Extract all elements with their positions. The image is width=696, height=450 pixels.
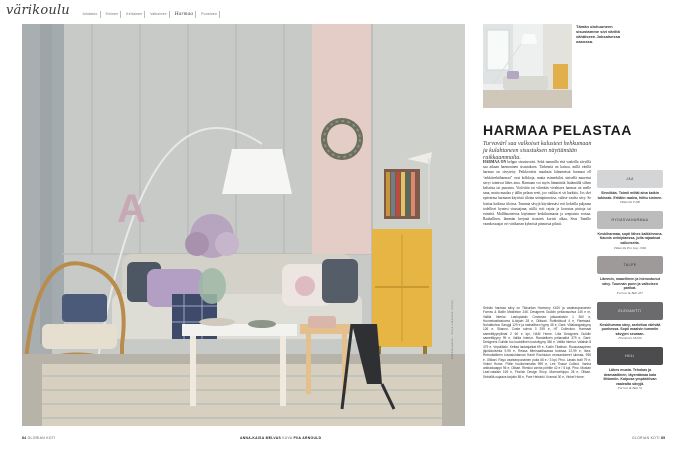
swatch-block	[597, 347, 663, 391]
color-swatch: RYDÄSVAHARMAA	[597, 211, 663, 229]
footer-right	[632, 436, 665, 440]
swatch-block	[597, 302, 663, 341]
article-subhead: Turvavärî saa valkoiset kalusteet hehkumaan ja kulahtaneen sisustuksen näyttämään raikkaammalta.	[483, 141, 592, 161]
article-body	[483, 160, 591, 228]
living-room-photo	[22, 24, 465, 426]
article-body-text: helppo sisustusväri. Sekä tummilla että vaaleilla sävyillä saa aikaan harmoninen sisustuksen. Tärkeintä on katsoa, millä värillä harmaa on sävytetty. Peikkoväräs maalasta lalmenetsat harmaat ell “arkkiteehtiharmaa” ovat kolkkoja, mutta esimerkiksi sinisellä murretut sävyt toimivat lähes aina. Harmaan voi myös lämmittää lisäämällä siihen keltaista tai punaista. Violettiin tai vihreään vivahtava harmaa on melle sana, mutta maalaa y tällin pelaan seeit, joo vaikka ei sis harkitts. Jos olet epävarma harmaan käytöstä tiloina seinäpinnoissa, valitse vaalea sävy. Se loistaa kaikissa tiloissa. Tummia sävyjä käyttäessäsi voit kokeilla paljaana todelliset kyntesi sisustajana; niillä voit rajata ja korostaa pintoja tai esineitä. Mallihuoneessa käytimme keskiharmaata ja seepiaista roosaa. Raahallisen, lämmän kerjonä sisusteis koristi alkaa, Seas Tamille vaankossaajat ovi värikartan kylmistä pinnoista pilasti.	[483, 160, 591, 227]
swatch-description: Lähes musta. Tehokas ja dramaattinen, täyentämaa kala lilttumiin. Kalposa ympäröiivan vaalealta sävyjä.	[603, 367, 657, 386]
page-number-left: 84	[22, 436, 27, 440]
swatch-block	[597, 211, 663, 250]
swatch-source: Farrow & Ball 267	[616, 290, 644, 295]
section-logo: värikoulu	[6, 3, 70, 18]
swatch-source: Flammurt SE200	[618, 336, 642, 341]
nav-item: Sininen	[104, 11, 122, 18]
inset-photo	[483, 24, 572, 108]
nav-item-active: Harmaa	[173, 11, 196, 18]
nav-item: Johdanto	[80, 11, 101, 18]
credit-stylist: ANNA-KAISA MELVAS	[240, 436, 282, 440]
swatch-source: Tikkurila Pro Gay 1966	[613, 245, 647, 250]
page-number-right: 85	[660, 436, 666, 440]
color-swatches	[597, 170, 663, 397]
nav-item: Valkoinen	[148, 11, 169, 18]
swatch-source: Farrow & Ball 31	[617, 386, 643, 391]
color-swatch: JÄÄ	[597, 170, 663, 188]
color-swatch: HIILI	[597, 347, 663, 365]
nav-item: Punainen	[199, 11, 220, 18]
swatch-description: Keskiharmaa, sopii lähes kaikkinrona. Kaunis oviniplaessa, jolla rajaaksat valkoiselta.	[597, 231, 663, 245]
swatch-block	[597, 256, 663, 295]
footer-left	[22, 436, 55, 440]
article-headline: HARMAA PELASTAA	[483, 122, 632, 138]
magazine-name-right: GLORIAN KOTI	[632, 436, 660, 440]
magazine-name-left: GLORIAN KOTI	[27, 436, 56, 440]
color-swatch: TALPE	[597, 256, 663, 274]
credit-photographer: PIIA ARNOULD	[293, 436, 322, 440]
nav-item: Keltainen	[124, 11, 145, 18]
decor-letter: A	[117, 187, 146, 231]
footer-credits	[240, 436, 321, 440]
swatch-block	[597, 170, 663, 205]
article-lead: HARMAA ON	[483, 160, 507, 164]
credit-label: KUVA	[282, 436, 293, 440]
color-swatch: ELEGANTTI	[597, 302, 663, 320]
section-nav	[80, 11, 220, 18]
inset-caption: Tämän olohuoneen sisustamme sivi väriltä vähäiseen Joksaisessa oasossa.	[576, 24, 621, 44]
swatch-description: Keskitumma sävy, asriottua värivää punkessa. Sopii maalsin tummiin sävyjen seuraan.	[599, 322, 661, 336]
swatch-source: Tikkurila F490	[619, 200, 641, 205]
product-list: Seinän harmaa sävy on Tikkurilan Harmony X420 ja vaaleanpunainen Farrow & Ballin Middleton 245. Designers Guildin pellavasohva 145 e m, Vallila Interior. Lastuplastic Costanza jalkavalaisin 1 360 e, Huonekasitasiovea A-kirjain 28 e, Oliksari. Rottinkituoli 4 e, Fleetstad. Nohattuihuo Sanggi 129 e ja raahallisen tyyny 45 e, Gant. Villakangastyyny 126 e, Skanno. Coste sohva 3 295 e, HT Collection. Harmaat samettityynyliinat 2 60 e kpl, H&M Home. Lilla Designers Guildin samettityyny 99 e, Vallila Interior. Randallinen pellavatiivi 379 e, Gant. Designers Guildin tuo kudoillinen kuvioityyny 350 e, Vallila Interior. Valaisin 8 379 e, Vepollitalo. Keltaa lautasjalkat 69 e, Kodin Tilatinan. Ruusukaapinen jäpökkuliveka 9,95 e. Reasa Mbrinaalihaassa turkissa 12,99 e, Ikea. Retrodiatiinen kuvasiohtanuot Hantr Rochtuum nevaantoireet lukmaa, 995 e. Oliikari. Rayo vaaleanpunainen puita 65 e / 3 kpl, Pino. Lassis butil 79 e, Vinkel Home. Pöllin huoltoimmatta 999 e, Lee Tissue Collect. Vanha arkistokaappi 96 e, Olikari. Riestiui vanha pöhtile 42 e / 5 kpl, Pino. Mustan Leaf-valaisin 169 e, Finnish Design Shop. Marmorikippo 28 e, Olikari. Seinällä oujaava tarjotin 85 e, Pore Helsinki. Kranssi 30 e, Vinkel Home.	[483, 306, 591, 379]
swatch-description: Sinniikäs. Toimii miltäi aina kaikin tukisrak. Eritäiin raalea, hiittu sininen.	[597, 191, 663, 200]
swatch-description: Lämmin, maaellinen ja hienostunut sävy. Tuunnan punn ja valkoisen parikat.	[600, 277, 660, 291]
photo-credit: Ellekleopatra · Kuva Liselotte Vostry	[450, 300, 454, 360]
